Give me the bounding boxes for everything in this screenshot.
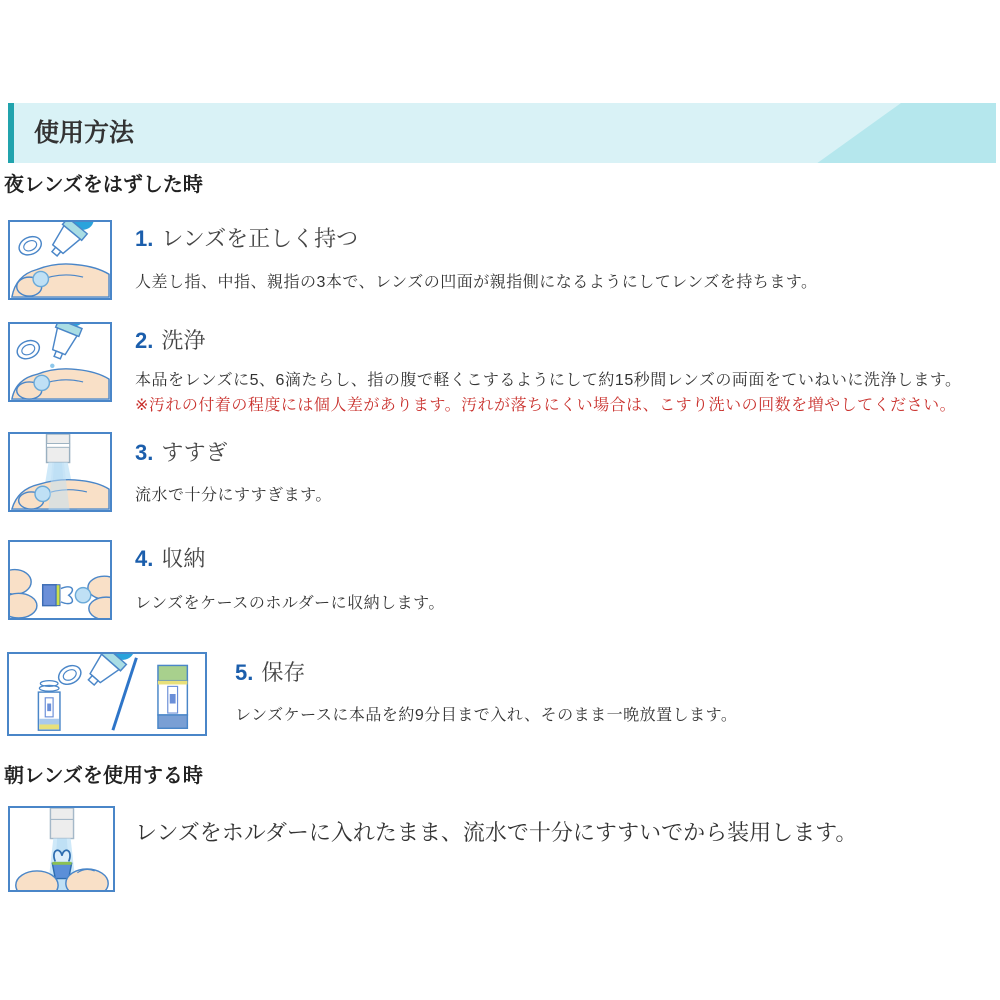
faucet-icon [47,434,70,463]
section-header-bar [8,103,996,163]
finger-icon [10,570,31,595]
step5-illustration [7,652,207,736]
step5-description: レンズケースに本品を約9分目まで入れ、そのまま一晩放置します。 [235,707,738,724]
step1-title-text: レンズを正しく持つ [161,226,359,251]
step3-illustration [8,432,112,512]
flip-cap-icon [55,662,84,688]
step3-description: 流水で十分にすすぎます。 [135,487,332,504]
step5-number: 5. [235,660,254,685]
step1-description: 人差し指、中指、親指の3本で、レンズの凹面が親指側になるようにしてレンズを持ちます。 [135,274,818,291]
step3-title-text: すすぎ [161,440,228,465]
flip-cap-icon [14,337,42,362]
step1-number: 1. [135,226,154,251]
fill-case-and-closed-case-icon [9,654,205,734]
step3-title [135,438,228,468]
lens-icon [34,375,49,390]
rinsing-lens-icon [10,434,110,510]
morning-section-heading: 朝レンズを使用する時 [4,765,203,787]
step2-title-text: 洗浄 [161,328,206,353]
step4-illustration [8,540,112,620]
step2-title [135,326,205,356]
lens-into-holder-icon [10,542,110,618]
step2-warning-note: ※汚れの付着の程度には個人差があります。汚れが落ちにくい場合は、こすり洗いの回数を増やしてください。 [135,397,957,414]
morning-illustration [8,806,115,892]
finger-icon [10,593,37,618]
step2-number: 2. [135,328,154,353]
morning-description: レンズをホルダーに入れたまま、流水で十分にすすいでから装用します。 [135,820,858,845]
step4-description: レンズをケースのホルダーに収納します。 [135,595,445,612]
faucet-icon [50,808,73,839]
step4-title [135,544,205,574]
holder-icon [43,585,56,606]
step5-title [235,658,305,688]
step5-title-text: 保存 [261,660,306,685]
flip-cap-icon [16,233,44,258]
rinsing-holder-icon [10,808,113,890]
header-diagonal-decoration [806,103,996,163]
step3-number: 3. [135,440,154,465]
step1-title [135,224,358,254]
step1-illustration [8,220,112,300]
bottle-icon [45,324,89,362]
lens-icon [35,486,50,501]
step4-title-text: 収納 [161,546,206,571]
bottle-dropping-solution-icon [10,324,110,400]
step2-description: 本品をレンズに5、6滴たらし、指の腹で軽くこするようにして約15秒間レンズの両面をていねいに洗浄します。 [135,372,962,389]
bottle-icon [45,222,100,261]
finger-icon [89,597,110,618]
step4-number: 4. [135,546,154,571]
lens-icon [75,588,90,603]
night-section-heading: 夜レンズをはずした時 [4,174,203,196]
holder-claw-icon [61,587,72,604]
step2-illustration [8,322,112,402]
lens-icon [33,271,48,286]
droplet-icon [50,364,54,368]
page-title: 使用方法 [34,119,135,147]
hand-holding-lens-with-bottle-icon [10,222,110,298]
